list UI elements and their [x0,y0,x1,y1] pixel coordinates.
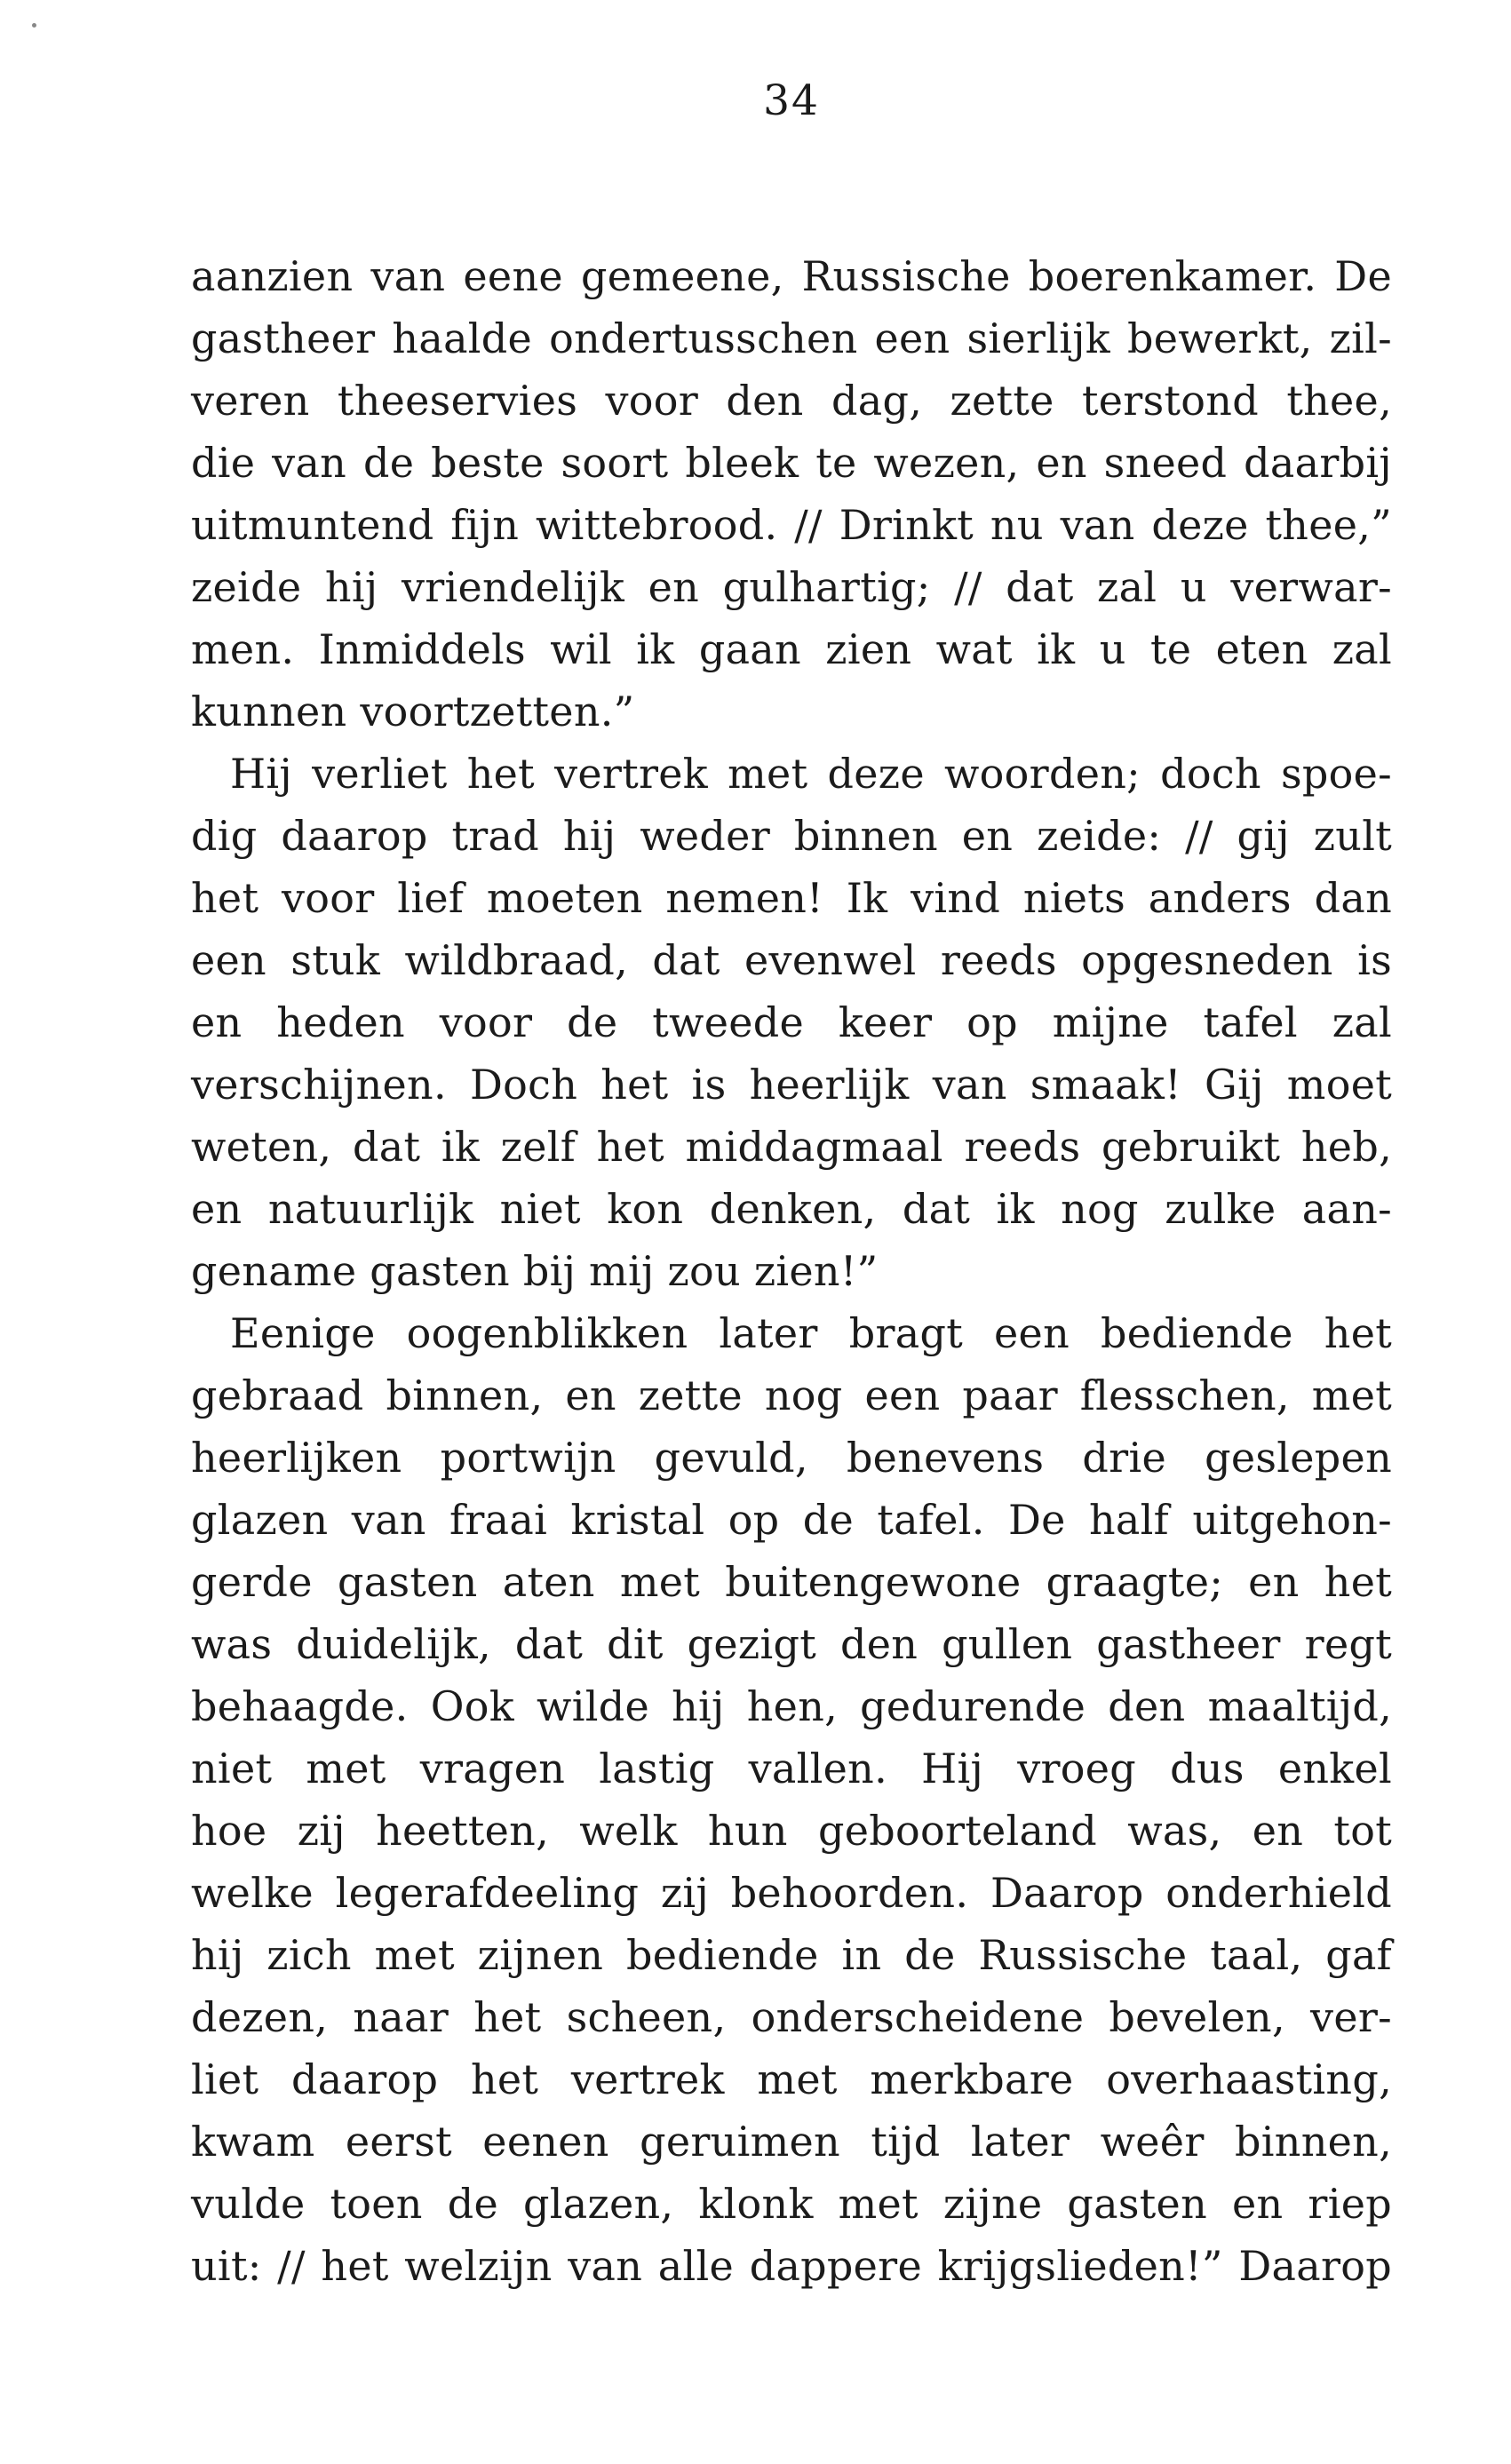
text-line: gastheer haalde ondertusschen een sierlijk bewerkt, zil- [191,314,1392,362]
text-line: heerlijken portwijn gevuld, benevens drie geslepen [191,1434,1392,1482]
text-line: veren theeservies voor den dag, zette terstond thee, [191,377,1392,425]
text-line: kwam eerst eenen geruimen tijd later weêr binnen, [191,2118,1392,2166]
text-line: en natuurlijk niet kon denken, dat ik nog zulke aan- [191,1185,1392,1233]
text-line: niet met vragen lastig vallen. Hij vroeg dus enkel [191,1745,1392,1792]
text-line: uitmuntend fijn wittebrood. // Drinkt nu van deze thee,” [191,501,1392,549]
text-line: kunnen voortzetten.” [191,688,635,735]
text-line: aanzien van eene gemeene, Russische boerenkamer. De [191,252,1392,300]
text-line: uit: // het welzijn van alle dappere krijgslieden!” Daarop [191,2242,1392,2290]
text-line: hij zich met zijnen bediende in de Russische taal, gaf [191,1931,1392,1979]
text-line: welke legerafdeeling zij behoorden. Daarop onderhield [191,1869,1392,1917]
text-line: gebraad binnen, en zette nog een paar flesschen, met [191,1371,1392,1419]
text-line: glazen van fraai kristal op de tafel. De half uitgehon- [191,1496,1392,1544]
text-line: Hij verliet het vertrek met deze woorden; doch spoe- [230,750,1392,798]
text-line: gerde gasten aten met buitengewone graagte; en het [191,1558,1392,1606]
text-line: Eenige oogenblikken later bragt een bediende het [230,1309,1392,1357]
scan-speck [32,23,36,28]
text-line: dig daarop trad hij weder binnen en zeide: // gij zult [191,812,1392,860]
text-line: vulde toen de glazen, klonk met zijne gasten en riep [191,2180,1392,2228]
text-line: en heden voor de tweede keer op mijne tafel zal [191,998,1392,1046]
text-line: was duidelijk, dat dit gezigt den gullen gastheer regt [191,1620,1392,1668]
text-line: zeide hij vriendelijk en gulhartig; // dat zal u verwar- [191,563,1392,611]
page-text [191,245,1392,2297]
text-line: verschijnen. Doch het is heerlijk van smaak! Gij moet [191,1061,1392,1109]
text-line: liet daarop het vertrek met merkbare overhaasting, [191,2055,1392,2103]
text-line: dezen, naar het scheen, onderscheidene bevelen, ver- [191,1993,1392,2041]
text-line: behaagde. Ook wilde hij hen, gedurende den maaltijd, [191,1682,1392,1730]
text-line: men. Inmiddels wil ik gaan zien wat ik u te eten zal [191,625,1392,673]
text-line: weten, dat ik zelf het middagmaal reeds gebruikt heb, [191,1123,1392,1171]
text-line: gename gasten bij mij zou zien!” [191,1247,879,1295]
text-line: het voor lief moeten nemen! Ik vind niets anders dan [191,874,1392,922]
text-line: die van de beste soort bleek te wezen, en sneed daarbij [191,439,1392,487]
text-line: hoe zij heetten, welk hun geboorteland was, en tot [191,1807,1392,1855]
page-number: 34 [763,76,820,125]
text-line: een stuk wildbraad, dat evenwel reeds opgesneden is [191,936,1392,984]
